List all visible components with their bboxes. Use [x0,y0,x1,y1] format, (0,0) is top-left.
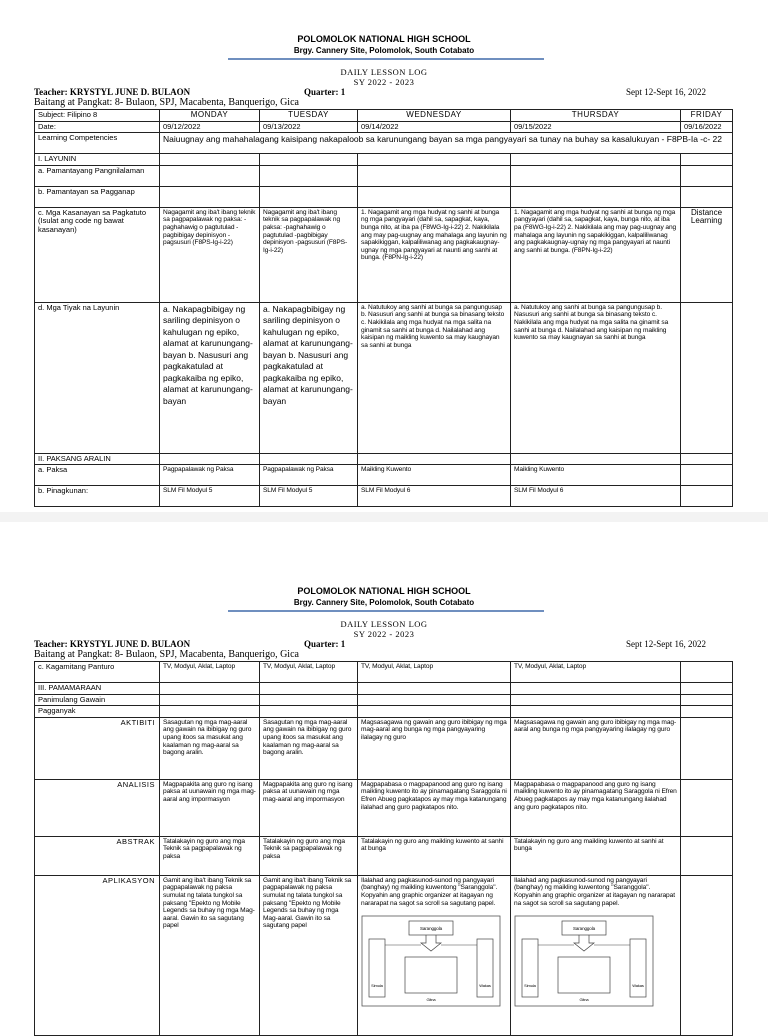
aplikasyon-tuesday: Gamit ang iba't ibang Teknik sa pagpapalawak ng paksa sumulat ng talata tungkol sa paksang "Epekto ng Mobile Legends sa buhay ng mga Mag-aaral. Gawin ito sa sagutang papel [260,875,358,1035]
kagamitang-row [35,662,733,683]
log-title: DAILY LESSON LOG [340,67,428,77]
header-divider [228,58,544,60]
paksa-wednesday: Maikling Kuwento [358,465,511,486]
date-range-2: Sept 12-Sept 16, 2022 [626,639,706,649]
layunin-row [35,154,733,166]
analisis-thursday: Magpapabasa o magpapanood ang guro ng isang maikling kuwento ito ay pinamagatang Saraggola ni Efren Abueg pagkatapos ay may mga katanungang ilalahad ang guro pagkatapos nito. [511,779,681,836]
date-label: Date: [35,121,160,133]
aktibiti-row [35,717,733,779]
analisis-monday: Magpapakita ang guro ng isang paksa at uunawain ng mga mag-aaral ang impormasyon [160,779,260,836]
paksa-label: a. Paksa [35,465,160,486]
aktibiti-tuesday: Sasagutan ng mga mag-aaral ang gawain na ibibigay ng guro upang itoos sa masukat ang kaalaman ng mag-aaral sa bagong aralin. [260,717,358,779]
day-wednesday: WEDNESDAY [358,110,511,122]
pinagkunan-thursday: SLM Fil Modyul 6 [511,486,681,507]
tiyak-wednesday: a. Natutukoy ang sanhi at bunga sa pangungusap b. Nasusuri ang sanhi at bunga sa binasang teksto c. Nakikilala ang mga hudyat na mga salita na ginamit sa sanhi at bunga d. Nailalahad ang kaisipan ng maikling kuwento sa may kaugnayan sa sanhi at bunga [358,302,511,453]
tiyak-label: d. Mga Tiyak na Layunin [35,302,160,453]
school-header-2 [0,586,768,608]
diagram-label-wakas: Wakas [479,983,491,989]
pagganyak-row [35,706,733,718]
paksa-thursday: Maikling Kuwento [511,465,681,486]
pinagkunan-monday: SLM Fil Modyul 5 [160,486,260,507]
analisis-tuesday: Magpapakita ang guro ng isang paksa at uunawain ng mga mag-aaral ang impormasyon [260,779,358,836]
analisis-label: ANALISIS [35,779,160,836]
day-thursday: THURSDAY [511,110,681,122]
school-header [0,34,768,56]
pinagkunan-friday [681,486,733,507]
diagram-label-title: Saranggola [419,926,443,932]
date-friday: 09/16/2022 [681,121,733,133]
pamantayang-row [35,165,733,186]
paksa-tuesday: Pagpapalawak ng Paksa [260,465,358,486]
paksa-friday [681,465,733,486]
aplikasyon-monday: Gamit ang iba't ibang Teknik sa pagpapalawak ng paksa sumulat ng talata tungkol sa paksang "Epekto ng Mobile Legends sa buhay ng mga Mag-aaral. Gawin ito sa sagutang papel [160,875,260,1035]
abstrak-friday [681,836,733,875]
aktibiti-thursday: Magsasagawa ng gawain ang guro ibibigay ng mga mag-aaral ang bunga ng mga pangyayaring ilalagay ng guro [511,717,681,779]
date-row [35,121,733,133]
grade-section-2: Baitang at Pangkat: 8- Bulaon, SPJ, Macabenta, Banquerigo, Gica [34,649,299,660]
quarter-2: Quarter: 1 [304,639,346,649]
log-title-block [0,67,768,87]
diagram-label-simula: Simula [371,983,383,989]
grade-section: Baitang at Pangkat: 8- Bulaon, SPJ, Macabenta, Banquerigo, Gica [34,97,299,108]
paksang-heading: II. PAKSANG ARALIN [35,453,160,465]
school-address-2: Brgy. Cannery Site, Polomolok, South Cotabato [293,598,475,607]
aplikasyon-label: APLIKASYON [35,875,160,1035]
aktibiti-monday: Sasagutan ng mga mag-aaral ang gawain na ibibigay ng guro upang itoos sa masukat ang kaalaman ng mag-aaral sa bagong aralin. [160,717,260,779]
pamantayan-row [35,186,733,207]
lesson-log-table-1 [34,109,733,507]
day-monday: MONDAY [160,110,260,122]
aktibiti-friday [681,717,733,779]
tiyak-friday [681,302,733,453]
competencies-label: Learning Competencies [35,133,160,154]
kasanayan-tuesday: Nagagamit ang iba't ibang teknik sa pagpapalawak ng paksa: -paghahawig o pagtutulad -pagbibigay depinisyon -pagsusuri (F8PS-Ig-i-22) [260,207,358,302]
aktibiti-wednesday: Magsasagawa ng gawain ang guro ibibigay ng mga mag-aaral ang bunga ng mga pangyayaring ilalagay ng guro [358,717,511,779]
diagram-label-gitna: Gitna [426,997,436,1003]
abstrak-monday: Tatalakayin ng guro ang mga Teknik sa pagpapalawak ng paksa [160,836,260,875]
subject-cell: Subject: Filipino 8 [35,110,160,122]
diagram2-label-wakas: Wakas [632,983,644,989]
tiyak-monday: a. Nakapagbibigay ng sariling depinisyon o kahulugan ng epiko, alamat at karunungang-bayan b. Nasusuri ang pagkakatulad at pagkakaiba ng epiko, alamat at karunungang-bayan [160,302,260,453]
pinagkunan-wednesday: SLM Fil Modyul 6 [358,486,511,507]
school-year-2: SY 2022 - 2023 [353,629,415,639]
tiyak-thursday: a. Natutukoy ang sanhi at bunga sa pangungusap b. Nasusuri ang sanhi at bunga sa binasang teksto c. Nakikilala ang mga hudyat na mga salita na ginamit sa sanhi at bunga d. Nailalahad ang kaisipan ng maikling kuwento sa may kaugnayan sa sanhi at bunga [511,302,681,453]
school-name: POLOMOLOK NATIONAL HIGH SCHOOL [297,34,471,44]
graphic-organizer-diagram [361,915,501,1007]
analisis-wednesday: Magpapabasa o magpapanood ang guro ng isang maikling kuwento ito ay pinamagatang Saraggola ni Efren Abueg pagkatapos ay may mga katanungang ilalahad ang guro pagkatapos nito. [358,779,511,836]
pamantayan-label: b. Pamantayan sa Pagganap [35,186,160,207]
day-friday: FRIDAY [681,110,733,122]
kagamitang-tuesday: TV, Modyul, Aklat, Laptop [260,662,358,683]
lesson-log-page-2 [0,512,768,1024]
aplikasyon-thursday-text: Ilalahad ang pagkasunod-sunod ng pangyayari (banghay) ng maikling kuwentong "Saranggola". Kopyahin ang graphic organizer at itagayan ng nararapat na sagot sa scroll sa sagutang papel. [514,876,675,907]
day-tuesday: TUESDAY [260,110,358,122]
kagamitang-monday: TV, Modyul, Aklat, Laptop [160,662,260,683]
date-thursday: 09/15/2022 [511,121,681,133]
lesson-log-page-1 [0,0,768,512]
layunin-heading: I. LAYUNIN [35,154,160,166]
aplikasyon-wednesday [358,875,511,1035]
quarter: Quarter: 1 [304,87,346,97]
paksang-row [35,453,733,465]
log-title-block-2 [0,619,768,639]
analisis-friday [681,779,733,836]
log-title-2: DAILY LESSON LOG [340,619,428,629]
kasanayan-friday: Distance Learning [681,207,733,302]
tiyak-tuesday: a. Nakapagbibigay ng sariling depinisyon o kahulugan ng epiko, alamat at karunungang-bayan b. Nasusuri ang pagkakatulad at pagkakaiba ng epiko, alamat at karunungang-bayan [260,302,358,453]
kasanayan-monday: Nagagamit ang iba't ibang teknik sa pagpapalawak ng paksa: -paghahawig o pagtutulad -pagbibigay depinisyon -pagsusuri (F8PS-Ig-i-22) [160,207,260,302]
abstrak-tuesday: Tatalakayin ng guro ang mga Teknik sa pagpapalawak ng paksa [260,836,358,875]
kagamitang-friday [681,662,733,683]
school-address: Brgy. Cannery Site, Polomolok, South Cotabato [293,46,475,55]
aplikasyon-wednesday-text: Ilalahad ang pagkasunod-sunod ng pangyayari (banghay) ng maikling kuwentong "Saranggola". Kopyahin ang graphic organizer at itagayan ng nararapat na sagot sa scroll sa sagutang papel. [361,876,498,907]
panimulang-row [35,694,733,706]
school-name-2: POLOMOLOK NATIONAL HIGH SCHOOL [297,586,471,596]
pamamaraan-heading: III. PAMAMARAAN [35,683,160,695]
competencies-text: Naiuugnay ang mahahalagang kaisipang nakapaloob sa karunungang bayan sa mga pangyayari sa tunay na buhay sa kasalukuyan - F8PB-Ia -c- 22 [160,133,733,154]
paksa-row [35,465,733,486]
graphic-organizer-diagram-2 [514,915,654,1007]
kasanayan-row [35,207,733,302]
abstrak-label: ABSTRAK [35,836,160,875]
analisis-row [35,779,733,836]
abstrak-wednesday: Tatalakayin ng guro ang maikling kuwento at sanhi at bunga [358,836,511,875]
teacher-name: Teacher: KRYSTYL JUNE D. BULAON [34,87,191,97]
aplikasyon-thursday [511,875,681,1035]
lesson-log-table-2 [34,661,733,1036]
teacher-name-2: Teacher: KRYSTYL JUNE D. BULAON [34,639,191,649]
kasanayan-label: c. Mga Kasanayan sa Pagkatuto (Isulat ang code ng bawat kasanayan) [35,207,160,302]
abstrak-row [35,836,733,875]
pinagkunan-label: b. Pinagkunan: [35,486,160,507]
pinagkunan-row [35,486,733,507]
kagamitang-wednesday: TV, Modyul, Aklat, Laptop [358,662,511,683]
abstrak-thursday: Tatalakayin ng guro ang maikling kuwento at sanhi at bunga [511,836,681,875]
pagganyak-label: Pagganyak [35,706,160,718]
aktibiti-label: AKTIBITI [35,717,160,779]
competencies-row [35,133,733,154]
aplikasyon-row [35,875,733,1035]
date-range: Sept 12-Sept 16, 2022 [626,87,706,97]
header-divider-2 [228,610,544,612]
diagram2-label-title: Saranggola [572,926,596,932]
kasanayan-wednesday: 1. Nagagamit ang mga hudyat ng sanhi at bunga ng mga pangyayari (dahil sa, sapagkat, kaya, bunga nito, at iba pa (F8WG-Ig-i-22) 2. Nakikilala ang may pag-uugnay ang mahalaga ang layunin ng sapakikiggan, kalpaliliwanag ang pagkakaugnay-ugnay ng mga pangyayari at naunti ang sanhi at bunga. (F8PN-Ig-i-22) [358,207,511,302]
school-year: SY 2022 - 2023 [353,77,415,87]
aplikasyon-friday [681,875,733,1035]
paksa-monday: Pagpapalawak ng Paksa [160,465,260,486]
kagamitang-label: c. Kagamitang Panturo [35,662,160,683]
pamamaraan-row [35,683,733,695]
date-tuesday: 09/13/2022 [260,121,358,133]
diagram2-label-simula: Simula [524,983,536,989]
date-monday: 09/12/2022 [160,121,260,133]
date-wednesday: 09/14/2022 [358,121,511,133]
diagram2-label-gitna: Gitna [579,997,589,1003]
pamantayang-label: a. Pamantayang Pangnilalaman [35,165,160,186]
tiyak-row [35,302,733,453]
day-header-row [35,110,733,122]
pinagkunan-tuesday: SLM Fil Modyul 5 [260,486,358,507]
kasanayan-thursday: 1. Nagagamit ang mga hudyat ng sanhi at bunga ng mga pangyayari (dahil sa, sapagkat, kaya, bunga nito, at iba pa (F8WG-Ig-i-22) 2. Nakikilala ang may pag-uugnay ang mahalaga ang layunin ng sapakikiggan, kalpaliliwanag ang pagkakaugnay-ugnay ng mga pangyayari at naunti ang sanhi at bunga. (F8PN-Ig-i-22) [511,207,681,302]
kagamitang-thursday: TV, Modyul, Aklat, Laptop [511,662,681,683]
panimulang-label: Panimulang Gawain [35,694,160,706]
